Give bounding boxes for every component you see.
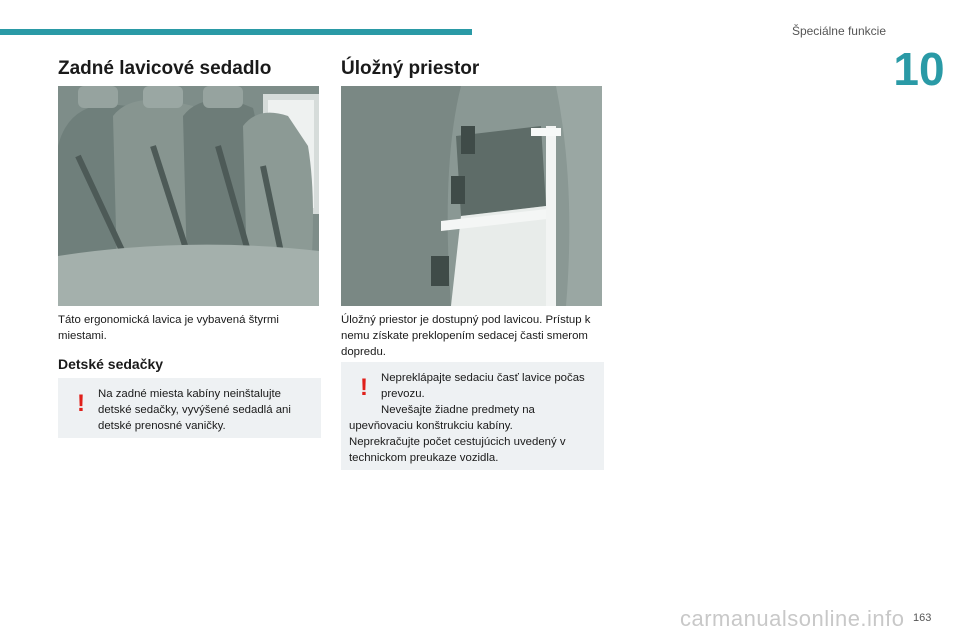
- storage-warning-box: [341, 362, 604, 470]
- storage-illustration: [341, 86, 602, 306]
- section-title: Špeciálne funkcie: [791, 24, 886, 38]
- child-seats-warning-box: [58, 378, 321, 438]
- storage-title: Úložný priestor: [341, 58, 480, 79]
- rear-bench-description: Táto ergonomická lavica je vybavená štyrmi miestami.: [58, 314, 279, 342]
- storage-warning-line-3: Neprekračujte počet cestujúcich uvedený v technickom preukaze vozidla.: [349, 436, 566, 464]
- child-seats-subtitle: Detské sedačky: [58, 356, 164, 372]
- storage-warning-line-2: Nevešajte žiadne predmety na upevňovaciu konštrukciu kabíny.: [349, 404, 535, 432]
- storage-warning-line-1: Nepreklápajte sedaciu časť lavice počas prevozu.: [381, 372, 585, 400]
- chapter-accent-bar: [0, 29, 472, 35]
- page-number: 163: [913, 612, 932, 624]
- warning-icon: !: [360, 374, 368, 401]
- rear-bench-title: Zadné lavicové sedadlo: [58, 58, 272, 79]
- child-seats-warning-text: Na zadné miesta kabíny neinštalujte detské sedačky, vyvýšené sedadlá ani detské prenosné vaničky.: [98, 388, 291, 432]
- storage-description: Úložný priestor je dostupný pod lavicou. Prístup k nemu získate preklopením sedacej časti smerom dopredu.: [341, 314, 591, 358]
- warning-icon: !: [77, 390, 85, 417]
- rear-bench-illustration: [58, 86, 319, 306]
- watermark: carmanualsonline.info: [680, 606, 905, 631]
- chapter-number: 10: [893, 43, 945, 95]
